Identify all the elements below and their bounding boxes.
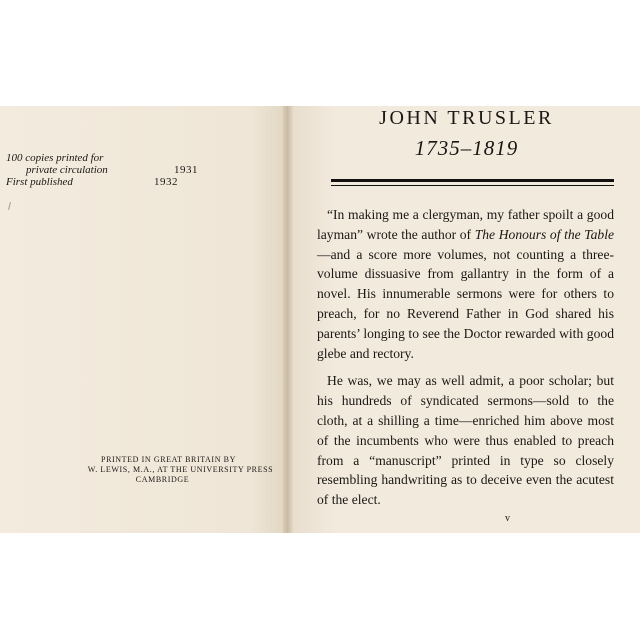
page-title: JOHN TRUSLER (379, 107, 554, 129)
title-rule-thick (331, 179, 614, 182)
paragraph-1-part-1: “In making me a clergyman, my father spoilt a good layman” wrote the author of (317, 207, 614, 242)
edition-line-2: private circulation (26, 164, 108, 176)
printer-note (0, 455, 285, 485)
edition-note (6, 152, 198, 188)
printer-line-3: CAMBRIDGE (135, 475, 190, 484)
life-dates: 1735–1819 (414, 136, 519, 160)
edition-line-1: 100 copies printed for (6, 152, 104, 164)
book-title-reference: The Honours of the Table (474, 226, 615, 242)
printer-line-1: PRINTED IN GREAT BRITAIN BY (101, 455, 236, 464)
book-spread (0, 106, 640, 533)
printer-line-2: W. LEWIS, M.A., AT THE UNIVERSITY PRESS (87, 465, 274, 474)
paragraph-2: He was, we may as well admit, a poor scholar; but his hundreds of syndicated sermons—sold to the cloth, at a shilling a time—enriched him above most of the incumbents who were thus enabled to preach from a “manuscript” printed in type so closely resembling handwriting as to deceive even the acutest of the elect. (317, 373, 614, 508)
edition-year-2: 1932 (154, 176, 178, 188)
edition-line-3: First published (6, 176, 73, 188)
page-number: v (505, 513, 511, 524)
edition-year-1: 1931 (174, 164, 198, 176)
paragraph-1 (317, 205, 614, 363)
paragraph-1-part-2: —and a score more volumes, not counting a three-volume dissuasive from gallantry in the form of a novel. His innumerable sermons were for others to preach, for no Reverend Father in God shared his parents’ longing to see the Doctor rewarded with good glebe and rectory. (317, 246, 614, 361)
body-text (317, 205, 614, 510)
title-rule-thin (331, 185, 614, 186)
